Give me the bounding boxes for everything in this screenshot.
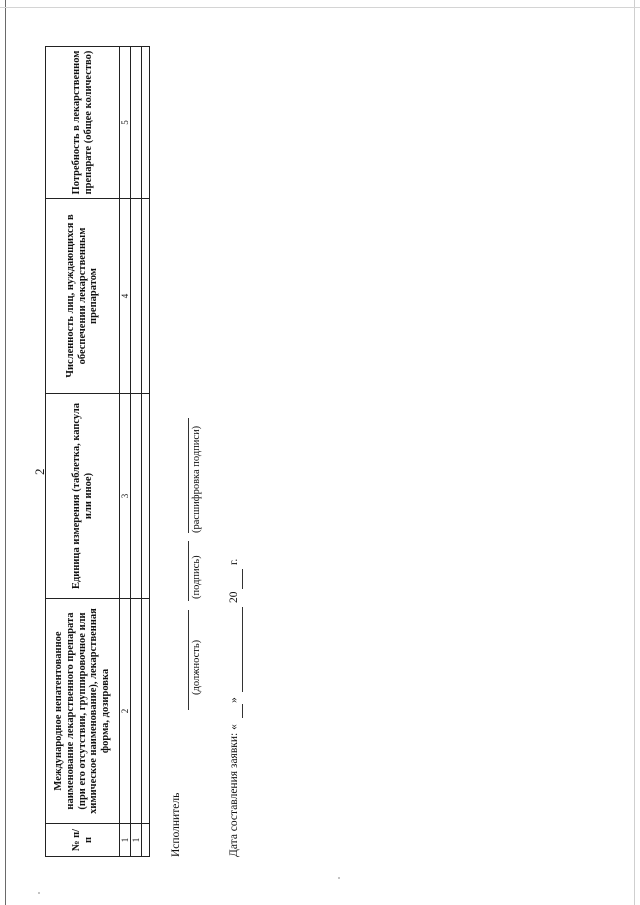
header-patient-count: Численность лиц, нуждающихся в обеспечении лекарственным препаратом: [46, 199, 120, 394]
column-number: 2: [120, 599, 131, 824]
header-number: № п/п: [46, 824, 120, 857]
empty-cell: [142, 47, 150, 199]
empty-cell: [142, 199, 150, 394]
name-caption: (расшифровка подписи): [191, 425, 202, 533]
day-line: [242, 704, 243, 718]
header-total-need: Потребность в лекарственном препарате (общее количество): [46, 47, 120, 199]
year-line: [242, 569, 243, 589]
signature-line: [188, 541, 189, 601]
name-line: [188, 418, 189, 533]
header-drug-name: Международное непатентованное наименование лекарственного препарата (при его отсутствии, группировочное или химическое наименование), лекарственная форма, дозировка: [46, 599, 120, 824]
empty-cell: [142, 824, 150, 857]
date-quote-close: »: [228, 697, 240, 703]
date-label: Дата составления заявки: «: [228, 724, 240, 857]
empty-cell: [142, 599, 150, 824]
executor-label: Исполнитель: [170, 792, 182, 857]
header-unit: Единица измерения (таблетка, капсула или иное): [46, 394, 120, 599]
unit-cell: [131, 394, 142, 599]
month-line: [242, 607, 243, 692]
column-number-row: [120, 47, 131, 857]
total-need-cell: [131, 47, 142, 199]
column-number: 5: [120, 47, 131, 199]
table-row: [131, 47, 142, 857]
signature-caption: (подпись): [191, 555, 202, 599]
column-number: 1: [120, 824, 131, 857]
position-line: [188, 610, 189, 710]
medication-needs-table: [45, 46, 150, 857]
row-number-cell: 1: [131, 824, 142, 857]
empty-cell: [142, 394, 150, 599]
table-header-row: [46, 47, 120, 857]
column-number: 4: [120, 199, 131, 394]
drug-name-cell: [131, 599, 142, 824]
page-number: 2: [32, 468, 47, 475]
year-suffix: г.: [228, 558, 240, 565]
position-caption: (должность): [191, 639, 202, 695]
table-row-empty: [142, 47, 150, 857]
year-prefix: 20: [228, 591, 240, 603]
patient-count-cell: [131, 199, 142, 394]
column-number: 3: [120, 394, 131, 599]
